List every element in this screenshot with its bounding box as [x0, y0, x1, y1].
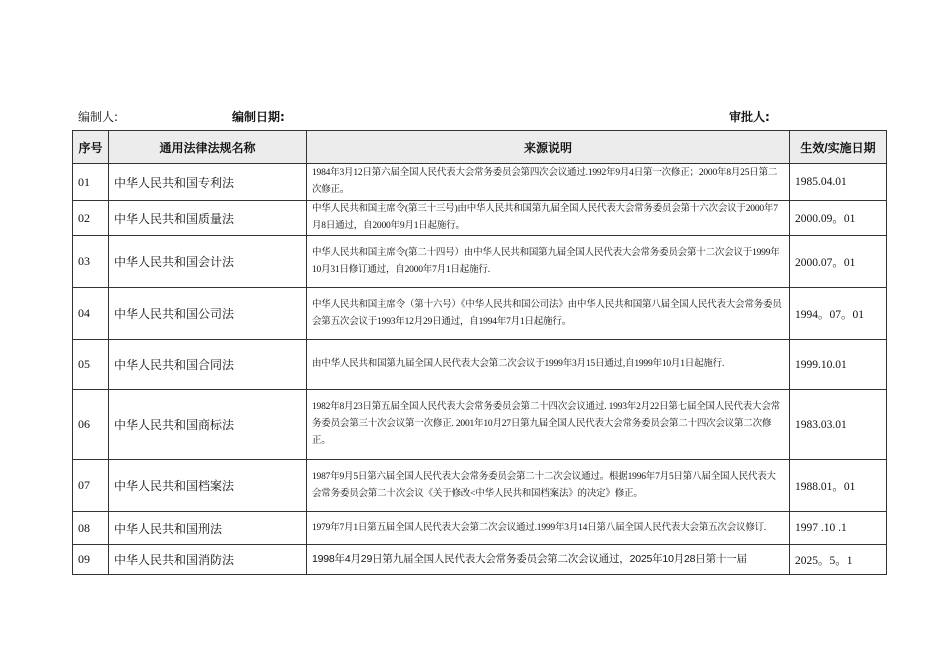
compile-date-label: 编制日期:: [232, 110, 285, 124]
table-row: [73, 460, 887, 512]
effective-date: 1994。07。01: [790, 288, 887, 340]
law-name: 中华人民共和国消防法: [109, 545, 307, 575]
effective-date: 1988.01。01: [790, 460, 887, 512]
table-row: [73, 545, 887, 575]
row-number: 07: [73, 460, 109, 512]
column-header-source: 来源说明: [307, 131, 790, 164]
document-meta-line: [0, 108, 950, 124]
table-row: [73, 164, 887, 201]
effective-date: 2025。5。1: [790, 545, 887, 575]
law-name: 中华人民共和国合同法: [109, 340, 307, 390]
source-description: 中华人民共和国主席令（第十六号）《中华人民共和国公司法》由中华人民共和国第八届全国人民代表大会常务委员会第五次会议于1993年12月29日通过，自1994年7月1日起施行。: [307, 288, 790, 340]
source-description: 中华人民共和国主席令(第二十四号）由中华人民共和国第九届全国人民代表大会常务委员会第十二次会议于1999年10月31日修订通过，自2000年7月1日起施行.: [307, 236, 790, 288]
source-description: 由中华人民共和国第九届全国人民代表大会第二次会议于1999年3月15日通过,自1999年10月1日起施行.: [307, 340, 790, 390]
law-name: 中华人民共和国专利法: [109, 164, 307, 201]
approver-label: 审批人:: [729, 110, 770, 124]
law-name: 中华人民共和国公司法: [109, 288, 307, 340]
row-number: 08: [73, 512, 109, 545]
effective-date: 1985.04.01: [790, 164, 887, 201]
row-number: 06: [73, 390, 109, 460]
column-header-number: 序号: [73, 131, 109, 164]
row-number: 03: [73, 236, 109, 288]
table-row: [73, 390, 887, 460]
row-number: 04: [73, 288, 109, 340]
table-row: [73, 288, 887, 340]
row-number: 05: [73, 340, 109, 390]
source-description: 1979年7月1日第五届全国人民代表大会第二次会议通过.1999年3月14日第八届全国人民代表大会第五次会议修订.: [307, 512, 790, 545]
effective-date: 2000.07。01: [790, 236, 887, 288]
column-header-effective-date: 生效/实施日期: [790, 131, 887, 164]
source-description: 1987年9月5日第六届全国人民代表大会常务委员会第二十二次会议通过。根据1996年7月5日第八届全国人民代表大会常务委员会第二十次会议《关于修改<中华人民共和国档案法》的决定》修正。: [307, 460, 790, 512]
source-description: 1998年4月29日第九届全国人民代表大会常务委员会第二次会议通过，2025年10月28日第十一届: [307, 545, 790, 575]
source-description: 1984年3月12日第六届全国人民代表大会常务委员会第四次会议通过.1992年9月4日第一次修正；2000年8月25日第二次修正。: [307, 164, 790, 201]
laws-table: [72, 130, 887, 575]
table-row: [73, 236, 887, 288]
row-number: 01: [73, 164, 109, 201]
table-header-row: [73, 131, 887, 164]
compiler-label: 编制人:: [78, 110, 119, 124]
law-name: 中华人民共和国档案法: [109, 460, 307, 512]
effective-date: 2000.09。01: [790, 201, 887, 236]
law-name: 中华人民共和国会计法: [109, 236, 307, 288]
source-description: 中华人民共和国主席令(第三十三号)由中华人民共和国第九届全国人民代表大会常务委员会第十六次会议于2000年7月8日通过，自2000年9月1日起施行。: [307, 201, 790, 236]
law-name: 中华人民共和国刑法: [109, 512, 307, 545]
row-number: 09: [73, 545, 109, 575]
table-row: [73, 201, 887, 236]
effective-date: 1983.03.01: [790, 390, 887, 460]
table-row: [73, 512, 887, 545]
table-row: [73, 340, 887, 390]
row-number: 02: [73, 201, 109, 236]
source-description: 1982年8月23日第五届全国人民代表大会常务委员会第二十四次会议通过. 1993年2月22日第七届全国人民代表大会常务委员会第三十次会议第一次修正. 2001年10月27日第九届全国人民代表大会常务委员会第二十四次会议第二次修正。: [307, 390, 790, 460]
effective-date: 1997 .10 .1: [790, 512, 887, 545]
law-name: 中华人民共和国商标法: [109, 390, 307, 460]
effective-date: 1999.10.01: [790, 340, 887, 390]
law-name: 中华人民共和国质量法: [109, 201, 307, 236]
column-header-law-name: 通用法律法规名称: [109, 131, 307, 164]
